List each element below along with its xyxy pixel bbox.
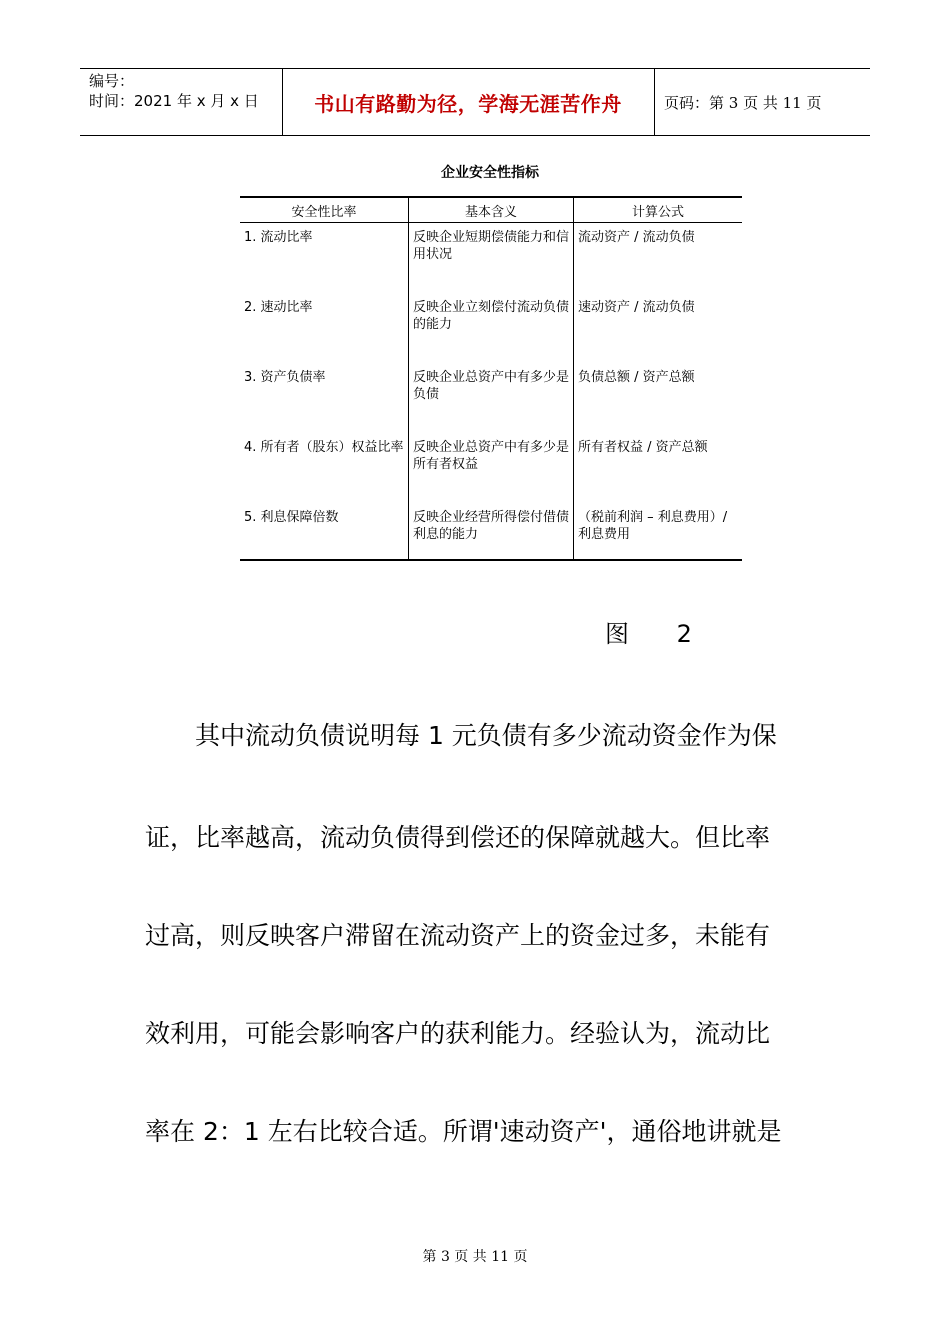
figure-caption: 图 2	[605, 620, 712, 648]
header-page-info: 页码：第 3 页 共 11 页	[664, 93, 822, 112]
figure-title: 企业安全性指标	[441, 165, 539, 181]
column-header: 基本含义	[409, 197, 574, 223]
safety-indicator-table	[240, 196, 742, 561]
formula-cell: （税前利润 – 利息费用）/ 利息费用	[574, 503, 743, 560]
ratio-cell: 1. 流动比率	[240, 223, 409, 294]
formula-cell: 速动资产 / 流动负债	[578, 300, 695, 315]
doc-number-label: 编号：	[89, 72, 135, 90]
meaning-cell: 反映企业短期偿债能力和信用状况	[409, 223, 574, 294]
paragraph-line: 其中流动负债说明每 1 元负债有多少流动资金作为保	[195, 721, 777, 750]
meaning-cell: 反映企业总资产中有多少是负债	[409, 363, 574, 433]
ratio-cell: 2. 速动比率	[240, 293, 409, 363]
meaning-cell: 反映企业总资产中有多少是所有者权益	[409, 433, 574, 503]
ratio-cell: 3. 资产负债率	[240, 363, 409, 433]
doc-date-label: 时间：2021 年 x 月 x 日	[89, 92, 259, 110]
ratio-cell: 4. 所有者（股东）权益比率	[240, 433, 409, 503]
table-header-row	[240, 197, 742, 223]
page-header	[80, 68, 870, 136]
paragraph-line: 率在 2：1 左右比较合适。所谓'速动资产'，通俗地讲就是	[145, 1117, 782, 1146]
column-header: 安全性比率	[240, 197, 409, 223]
meaning-cell: 反映企业立刻偿付流动负债的能力	[409, 293, 574, 363]
paragraph-line: 效利用，可能会影响客户的获利能力。经验认为，流动比	[145, 1019, 771, 1048]
header-motto: 书山有路勤为径，学海无涯苦作舟	[282, 69, 655, 135]
ratio-cell: 5. 利息保障倍数	[240, 503, 409, 560]
paragraph-line: 过高，则反映客户滞留在流动资产上的资金过多，未能有	[145, 921, 771, 950]
table-row	[240, 363, 742, 433]
header-meta	[80, 69, 283, 135]
table-row	[240, 433, 742, 503]
table-row	[240, 503, 742, 560]
formula-cell: 所有者权益 / 资产总额	[578, 440, 708, 455]
table-row	[240, 293, 742, 363]
formula-cell: 流动资产 / 流动负债	[578, 230, 695, 245]
meaning-cell: 反映企业经营所得偿付借债利息的能力	[409, 503, 574, 560]
table-row	[240, 223, 742, 294]
formula-cell: 负债总额 / 资产总额	[578, 370, 695, 385]
paragraph-line: 证，比率越高，流动负债得到偿还的保障就越大。但比率	[145, 823, 771, 852]
column-header: 计算公式	[574, 197, 743, 223]
page-footer: 第 3 页 共 11 页	[422, 1249, 528, 1265]
